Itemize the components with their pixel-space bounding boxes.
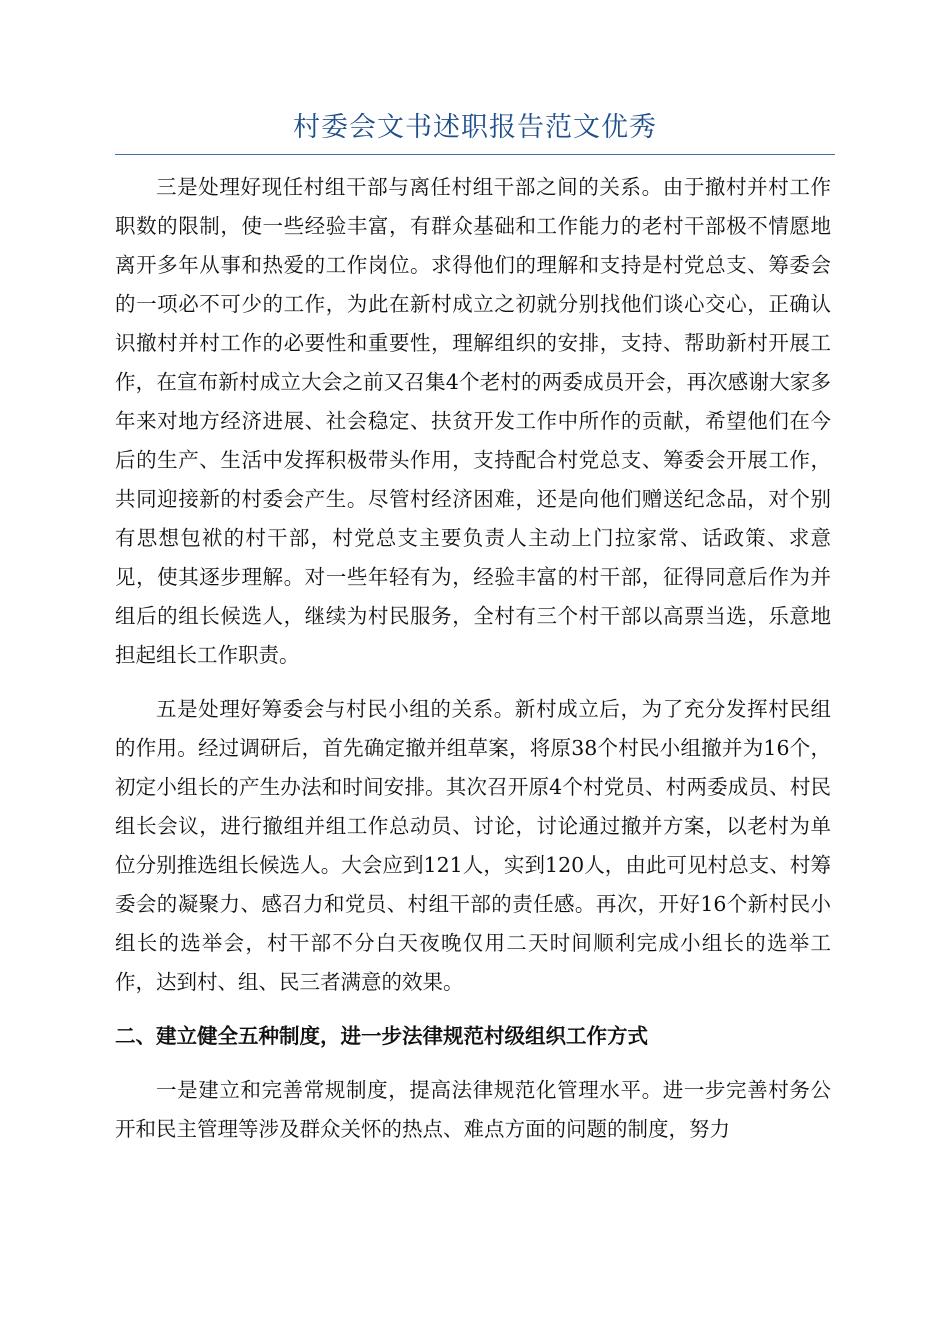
document-body	[115, 168, 831, 1164]
document-title: 村委会文书述职报告范文优秀	[293, 112, 657, 143]
title-underline	[115, 154, 835, 155]
paragraph-2: 五是处理好筹委会与村民小组的关系。新村成立后，为了充分发挥村民组的作用。经过调研后，首先确定撤并组草案，将原38个村民小组撤并为16个，初定小组长的产生办法和时间安排。其次召开原4个村党员、村两委成员、村民组长会议，进行撤组并组工作总动员、讨论，讨论通过撤并方案，以老村为单位分别推选组长候选人。大会应到121人，实到120人，由此可见村总支、村筹委会的凝聚力、感召力和党员、村组干部的责任感。再次，开好16个新村民小组长的选举会，村干部不分白天夜晚仅用二天时间顺利完成小组长的选举工作，达到村、组、民三者满意的效果。	[115, 697, 831, 994]
section-heading: 二、建立健全五种制度，进一步法律规范村级组织工作方式	[115, 1024, 648, 1048]
paragraph-3: 一是建立和完善常规制度，提高法律规范化管理水平。进一步完善村务公开和民主管理等涉及群众关怀的热点、难点方面的问题的制度，努力	[115, 1078, 831, 1141]
paragraph-1: 三是处理好现任村组干部与离任村组干部之间的关系。由于撤村并村工作职数的限制，使一些经验丰富，有群众基础和工作能力的老村干部极不情愿地离开多年从事和热爱的工作岗位。求得他们的理解和支持是村党总支、筹委会的一项必不可少的工作，为此在新村成立之初就分别找他们谈心交心，正确认识撤村并村工作的必要性和重要性，理解组织的安排，支持、帮助新村开展工作，在宣布新村成立大会之前又召集4个老村的两委成员开会，再次感谢大家多年来对地方经济进展、社会稳定、扶贫开发工作中所作的贡献，希望他们在今后的生产、生活中发挥积极带头作用，支持配合村党总支、筹委会开展工作，共同迎接新的村委会产生。尽管村经济困难，还是向他们赠送纪念品，对个别有思想包袱的村干部，村党总支主要负责人主动上门拉家常、话政策、求意见，使其逐步理解。对一些年轻有为，经验丰富的村干部，征得同意后作为并组后的组长候选人，继续为村民服务，全村有三个村干部以高票当选，乐意地担起组长工作职责。	[115, 175, 831, 667]
